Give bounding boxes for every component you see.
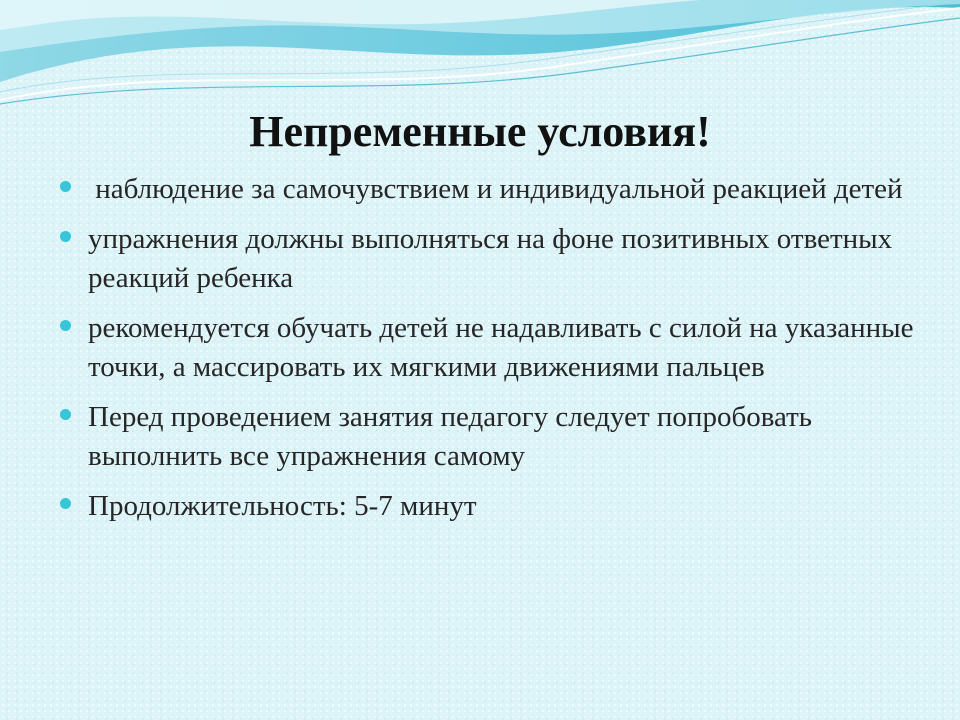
bullet-dot-icon bbox=[60, 181, 71, 192]
bullet-dot-icon bbox=[60, 409, 71, 420]
list-item bbox=[58, 487, 918, 526]
bullet-list bbox=[58, 170, 918, 537]
bullet-text: упражнения должны выполняться на фоне позитивных ответных реакций ребенка bbox=[88, 223, 893, 294]
list-item bbox=[58, 170, 918, 209]
bullet-dot-icon bbox=[60, 498, 71, 509]
slide-title: Непременные условия! bbox=[249, 107, 711, 156]
bullet-text: Перед проведением занятия педагогу следует попробовать выполнить все упражнения самому bbox=[88, 401, 813, 472]
bullet-dot-icon bbox=[60, 231, 71, 242]
bullet-text: наблюдение за самочувствием и индивидуальной реакцией детей bbox=[88, 173, 903, 205]
list-item bbox=[58, 309, 918, 387]
bullet-text: Продолжительность: 5-7 минут bbox=[88, 490, 477, 522]
bullet-text: рекомендуется обучать детей не надавливать с силой на указанные точки, а массировать их мягкими движениями пальцев bbox=[88, 312, 914, 383]
bullet-dot-icon bbox=[60, 320, 71, 331]
list-item bbox=[58, 398, 918, 476]
list-item bbox=[58, 220, 918, 298]
